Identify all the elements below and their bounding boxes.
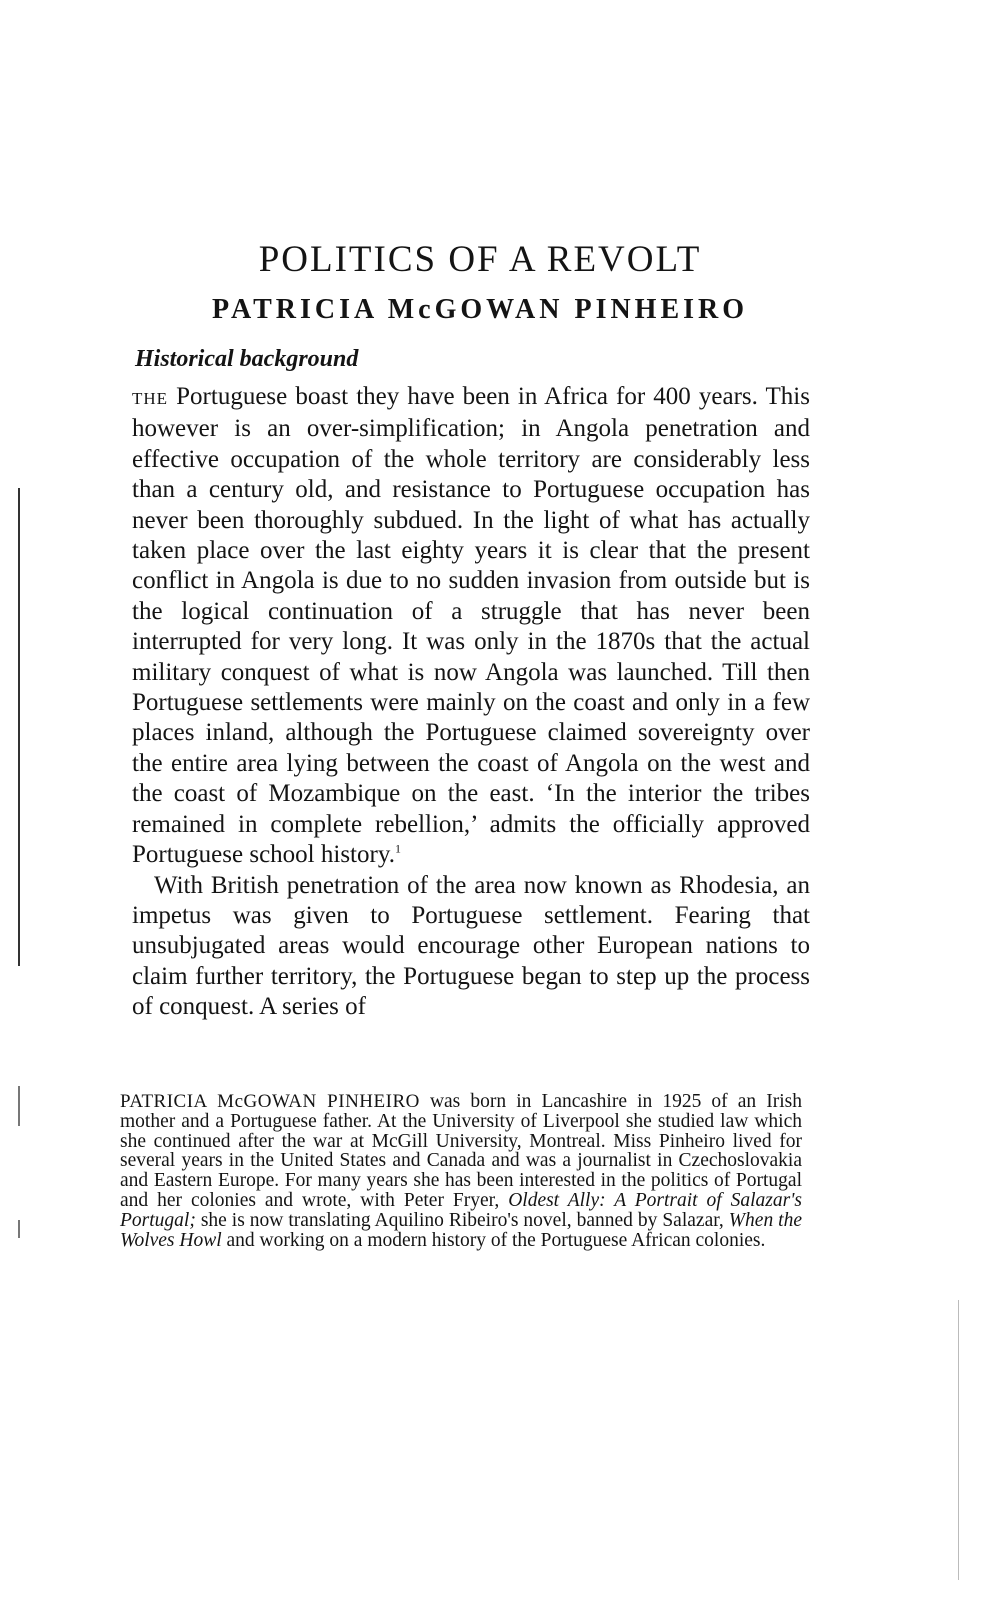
article-title: POLITICS OF A REVOLT <box>258 239 702 280</box>
scan-margin-mark <box>18 1220 20 1238</box>
bio-book-title-2: When the Wolves Howl <box>120 1209 802 1251</box>
section-heading: Historical background <box>135 346 359 372</box>
scan-margin-mark <box>18 1086 20 1126</box>
bio-text-1: was born in Lancashire in 1925 of an Irish mother and a Portuguese father. At the University of Liverpool she studied law which she continued after the war at McGill University, Montreal. Miss Pinheiro lived for several years in the United States and Canada and was a journalist in Czechoslovakia and Eastern Europe. For many years she has been interested in the politics of Portugal and her colonies and wrote, with Peter Fryer, <box>120 1091 802 1211</box>
paragraph-2: With British penetration of the area now known as Rhodesia, an impetus was given to Portuguese settlement. Fearing that unsubjugated areas would encourage other European nations to claim further territory, the Portuguese began to step up the process of conquest. A series of <box>132 871 810 1021</box>
scan-edge-line <box>958 1300 959 1580</box>
scan-margin-line <box>18 488 20 966</box>
paragraph-1-text: Portuguese boast they have been in Africa for 400 years. This however is an over-simplification; in Angola penetration and effective occupation of the whole territory are considerably less than a century old, and resistance to Portuguese occupation has never been thoroughly subdued. In the light of what has actually taken place over the last eighty years it is clear that the present conflict in Angola is due to no sudden invasion from outside but is the logical continuation of a struggle that has never been interrupted for very long. It was only in the 1870s that the actual military conquest of what is now Angola was launched. Till then Portuguese settlements were mainly on the coast and only in a few places inland, although the Portuguese claimed sovereignty over the entire area lying between the coast of Angola on the west and the coast of Mozambique on the east. ‘In the interior the tribes remained in complete rebellion,’ admits the officially approved Portuguese school history. <box>132 383 810 869</box>
bio-book-title-1: Oldest Ally: A Portrait of Salazar's Portugal; <box>120 1189 802 1231</box>
paragraph-lead-word: THE <box>132 389 169 408</box>
bio-text-3: and working on a modern history of the Portuguese African colonies. <box>221 1229 766 1251</box>
article-author: PATRICIA McGOWAN PINHEIRO <box>211 294 749 325</box>
author-biography <box>120 1092 802 1250</box>
article-body <box>132 382 810 1023</box>
paragraph-1 <box>132 382 810 871</box>
bio-author-name: PATRICIA McGOWAN PINHEIRO <box>120 1091 420 1112</box>
footnote-marker: 1 <box>394 841 401 856</box>
bio-text-2: she is now translating Aquilino Ribeiro's novel, banned by Salazar, <box>195 1209 729 1231</box>
